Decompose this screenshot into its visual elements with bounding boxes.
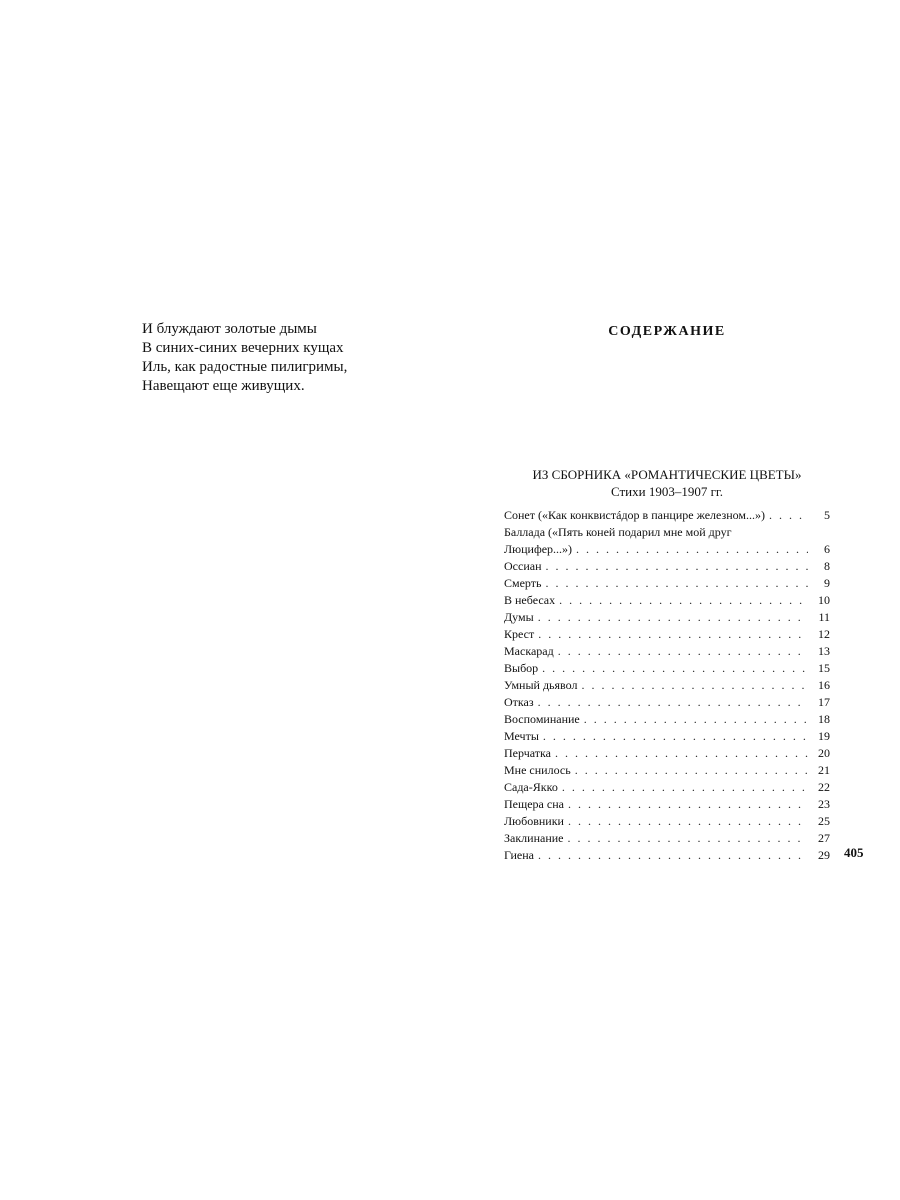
toc-entry-page: 16 — [818, 678, 830, 692]
toc-entry — [504, 779, 830, 796]
toc-entry-page: 29 — [818, 848, 830, 862]
toc-entry-title: Люцифер...») — [504, 542, 573, 556]
dot-leader — [558, 643, 808, 660]
toc-entry — [504, 762, 830, 779]
toc-entry-page: 17 — [818, 695, 830, 709]
toc-entry-title: Смерть — [504, 576, 542, 590]
toc-entry-title: Оссиан — [504, 559, 542, 573]
toc-entry — [504, 745, 830, 762]
toc-entry — [504, 796, 830, 813]
toc-entry-title: Мечты — [504, 729, 539, 743]
toc-entry — [504, 609, 830, 626]
dot-leader — [769, 507, 808, 524]
poem-line: И блуждают золотые дымы — [142, 321, 317, 337]
toc-entry-page: 9 — [824, 576, 830, 590]
toc-entry — [504, 813, 830, 830]
dot-leader — [584, 711, 808, 728]
toc-entry-title: Думы — [504, 610, 534, 624]
toc-entry-page: 12 — [818, 627, 830, 641]
section-heading — [504, 466, 830, 500]
dot-leader — [542, 660, 808, 677]
page-number: 405 — [844, 845, 864, 860]
toc-entry-title: Воспоминание — [504, 712, 580, 726]
toc-entry-page: 19 — [818, 729, 830, 743]
table-of-contents — [504, 507, 830, 864]
toc-entry-title: Мне снилось — [504, 763, 571, 777]
poem-line: Иль, как радостные пилигримы, — [142, 359, 348, 375]
dot-leader — [538, 694, 808, 711]
dot-leader — [538, 609, 808, 626]
toc-entry-page: 10 — [818, 593, 830, 607]
dot-leader — [568, 830, 809, 847]
toc-entry-title: В небесах — [504, 593, 556, 607]
toc-entry — [504, 575, 830, 592]
toc-entry-page: 22 — [818, 780, 830, 794]
toc-entry — [504, 677, 830, 694]
toc-entry-title: Перчатка — [504, 746, 551, 760]
dot-leader — [559, 592, 808, 609]
toc-entry — [504, 507, 830, 524]
toc-entry — [504, 847, 830, 864]
dot-leader — [543, 728, 808, 745]
toc-entry — [504, 694, 830, 711]
dot-leader — [575, 762, 808, 779]
toc-entry-title: Отказ — [504, 695, 534, 709]
toc-entry-page: 8 — [824, 559, 830, 573]
poem-line: Навещают еще живущих. — [142, 378, 305, 394]
section-subtitle: Стихи 1903–1907 гг. — [610, 484, 724, 499]
toc-entry-title: Умный дьявол — [504, 678, 578, 692]
toc-entry-title: Гиена — [504, 848, 534, 862]
toc-entry — [504, 660, 830, 677]
section-title: ИЗ СБОРНИКА «РОМАНТИЧЕСКИЕ ЦВЕТЫ» — [532, 467, 802, 482]
toc-entry-page: 11 — [818, 610, 830, 624]
toc-entry-page: 27 — [818, 831, 830, 845]
dot-leader — [546, 558, 809, 575]
toc-entry-page: 13 — [818, 644, 830, 658]
toc-entry-title: Пещера сна — [504, 797, 564, 811]
dot-leader — [555, 745, 808, 762]
toc-entry-page: 23 — [818, 797, 830, 811]
dot-leader — [538, 626, 808, 643]
toc-entry-page: 20 — [818, 746, 830, 760]
toc-entry — [504, 626, 830, 643]
dot-leader — [538, 847, 808, 864]
toc-entry-title: Любовники — [504, 814, 564, 828]
toc-entry-title: Заклинание — [504, 831, 564, 845]
toc-entry-page: 5 — [824, 508, 830, 522]
toc-entry — [504, 643, 830, 660]
dot-leader — [576, 541, 808, 558]
toc-entry — [504, 592, 830, 609]
toc-entry — [504, 524, 830, 558]
toc-entry — [504, 711, 830, 728]
toc-entry — [504, 558, 830, 575]
toc-entry — [504, 728, 830, 745]
dot-leader — [568, 813, 808, 830]
poem-line: В синих-синих вечерних кущах — [142, 340, 344, 356]
toc-entry-title: Маскарад — [504, 644, 554, 658]
dot-leader — [545, 575, 808, 592]
toc-entry-page: 25 — [818, 814, 830, 828]
toc-entry-title-line: Баллада («Пять коней подарил мне мой друг — [504, 525, 732, 539]
toc-entry-title: Сада-Якко — [504, 780, 558, 794]
dot-leader — [581, 677, 808, 694]
toc-entry-page: 21 — [818, 763, 830, 777]
toc-entry-page: 15 — [818, 661, 830, 675]
contents-title: СОДЕРЖАНИЕ — [608, 324, 726, 339]
toc-entry-page: 6 — [824, 542, 830, 556]
dot-leader — [568, 796, 808, 813]
toc-entry-page: 18 — [818, 712, 830, 726]
toc-entry — [504, 830, 830, 847]
poem-excerpt — [142, 320, 442, 396]
toc-entry-title: Сонет («Как конквистáдор в панцире железном...») — [504, 508, 766, 522]
dot-leader — [562, 779, 808, 796]
toc-entry-title: Крест — [504, 627, 535, 641]
toc-entry-title: Выбор — [504, 661, 539, 675]
